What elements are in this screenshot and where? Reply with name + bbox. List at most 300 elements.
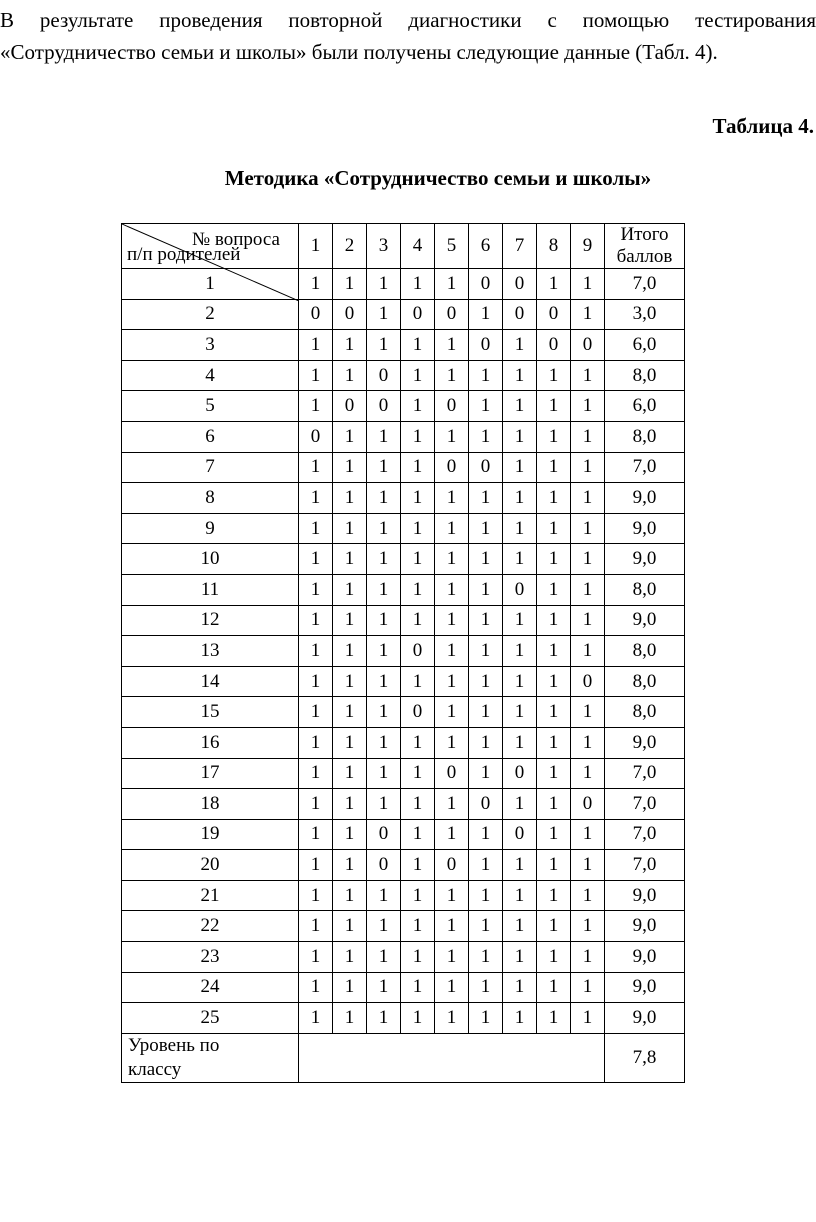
answer-cell: 1 — [503, 880, 537, 911]
row-total-cell: 9,0 — [605, 880, 685, 911]
row-total-cell: 6,0 — [605, 391, 685, 422]
answer-cell: 1 — [367, 605, 401, 636]
answer-cell: 1 — [299, 880, 333, 911]
answer-cell: 1 — [367, 636, 401, 667]
answer-cell: 1 — [503, 605, 537, 636]
table-row — [122, 391, 685, 422]
answer-cell: 0 — [367, 819, 401, 850]
answer-cell: 1 — [333, 269, 367, 300]
answer-cell: 0 — [435, 299, 469, 330]
table-row — [122, 299, 685, 330]
answer-cell: 1 — [401, 789, 435, 820]
answer-cell: 1 — [503, 330, 537, 361]
answer-cell: 0 — [435, 850, 469, 881]
answer-cell: 1 — [333, 452, 367, 483]
answer-cell: 1 — [537, 758, 571, 789]
answer-cell: 1 — [401, 880, 435, 911]
table-row — [122, 819, 685, 850]
answer-cell: 1 — [367, 421, 401, 452]
answer-cell: 1 — [503, 452, 537, 483]
answer-cell: 0 — [469, 452, 503, 483]
answer-cell: 1 — [571, 942, 605, 973]
answer-cell: 1 — [435, 636, 469, 667]
row-total-cell: 9,0 — [605, 544, 685, 575]
answer-cell: 0 — [571, 789, 605, 820]
answer-cell: 1 — [435, 605, 469, 636]
question-number-header: 9 — [571, 224, 605, 269]
answer-cell: 0 — [333, 299, 367, 330]
answer-cell: 1 — [333, 880, 367, 911]
table-row — [122, 942, 685, 973]
answer-cell: 1 — [435, 697, 469, 728]
table-row — [122, 605, 685, 636]
answer-cell: 1 — [571, 697, 605, 728]
answer-cell: 1 — [435, 942, 469, 973]
answer-cell: 1 — [537, 452, 571, 483]
answer-cell: 1 — [435, 911, 469, 942]
answer-cell: 0 — [503, 819, 537, 850]
answer-cell: 1 — [469, 574, 503, 605]
answer-cell: 1 — [401, 452, 435, 483]
answer-cell: 1 — [571, 574, 605, 605]
answer-cell: 1 — [401, 483, 435, 514]
table-row — [122, 880, 685, 911]
answer-cell: 0 — [469, 269, 503, 300]
table-row — [122, 421, 685, 452]
answer-cell: 1 — [537, 544, 571, 575]
answer-cell: 1 — [367, 880, 401, 911]
table-row — [122, 544, 685, 575]
answer-cell: 1 — [435, 1003, 469, 1034]
table-row — [122, 911, 685, 942]
table-title: Методика «Сотрудничество семьи и школы» — [224, 166, 652, 190]
answer-cell: 0 — [503, 758, 537, 789]
answer-cell: 1 — [469, 727, 503, 758]
question-number-header: 4 — [401, 224, 435, 269]
question-number-header: 6 — [469, 224, 503, 269]
answer-cell: 1 — [367, 972, 401, 1003]
answer-cell: 1 — [333, 513, 367, 544]
answer-cell: 1 — [401, 360, 435, 391]
answer-cell: 1 — [299, 330, 333, 361]
table-row — [122, 452, 685, 483]
answer-cell: 1 — [537, 605, 571, 636]
row-total-cell: 9,0 — [605, 911, 685, 942]
answer-cell: 1 — [503, 697, 537, 728]
answer-cell: 1 — [299, 697, 333, 728]
answer-cell: 1 — [299, 850, 333, 881]
answer-cell: 1 — [401, 391, 435, 422]
answer-cell: 1 — [333, 819, 367, 850]
answer-cell: 0 — [503, 299, 537, 330]
answer-cell: 1 — [503, 850, 537, 881]
answer-cell: 1 — [537, 636, 571, 667]
answer-cell: 1 — [571, 972, 605, 1003]
row-total-cell: 9,0 — [605, 972, 685, 1003]
answer-cell: 1 — [435, 483, 469, 514]
answer-cell: 1 — [401, 911, 435, 942]
answer-cell: 1 — [299, 636, 333, 667]
table-row — [122, 330, 685, 361]
answer-cell: 1 — [299, 574, 333, 605]
answer-cell: 1 — [299, 789, 333, 820]
answer-cell: 1 — [333, 727, 367, 758]
answer-cell: 1 — [367, 574, 401, 605]
parent-number-cell: 10 — [122, 544, 299, 575]
parent-number-cell: 9 — [122, 513, 299, 544]
row-total-cell: 8,0 — [605, 574, 685, 605]
parent-number-cell: 21 — [122, 880, 299, 911]
answer-cell: 1 — [503, 972, 537, 1003]
question-number-header: 8 — [537, 224, 571, 269]
question-number-header: 1 — [299, 224, 333, 269]
answer-cell: 1 — [503, 942, 537, 973]
table-number: Таблица 4. — [712, 114, 814, 138]
answer-cell: 1 — [503, 421, 537, 452]
answer-cell: 1 — [435, 666, 469, 697]
answer-cell: 1 — [299, 911, 333, 942]
answer-cell: 1 — [299, 972, 333, 1003]
answer-cell: 1 — [469, 513, 503, 544]
answer-cell: 1 — [537, 269, 571, 300]
answer-cell: 1 — [299, 360, 333, 391]
class-level-label-cell — [122, 1033, 299, 1082]
answer-cell: 1 — [503, 789, 537, 820]
answer-cell: 1 — [571, 605, 605, 636]
answer-cell: 1 — [537, 1003, 571, 1034]
answer-cell: 0 — [367, 391, 401, 422]
answer-cell: 1 — [367, 1003, 401, 1034]
answer-cell: 1 — [401, 605, 435, 636]
parent-number-cell: 13 — [122, 636, 299, 667]
row-total-cell: 9,0 — [605, 483, 685, 514]
row-total-cell: 7,0 — [605, 850, 685, 881]
answer-cell: 1 — [503, 391, 537, 422]
answer-cell: 1 — [299, 452, 333, 483]
parent-number-cell: 18 — [122, 789, 299, 820]
answer-cell: 1 — [299, 758, 333, 789]
answer-cell: 1 — [333, 911, 367, 942]
answer-cell: 1 — [367, 544, 401, 575]
answer-cell: 1 — [469, 942, 503, 973]
table-row — [122, 360, 685, 391]
answer-cell: 1 — [367, 483, 401, 514]
parent-number-cell: 17 — [122, 758, 299, 789]
answer-cell: 1 — [435, 269, 469, 300]
row-total-cell: 7,0 — [605, 758, 685, 789]
answer-cell: 1 — [299, 483, 333, 514]
intro-paragraph: В результате проведения повторной диагностики с помощью тестирования «Сотрудничество семьи и школы» были получены следующие данные (Табл. 4). — [0, 8, 816, 64]
answer-cell: 1 — [469, 636, 503, 667]
answer-cell: 1 — [435, 880, 469, 911]
answer-cell: 1 — [333, 972, 367, 1003]
answer-cell: 1 — [299, 544, 333, 575]
answer-cell: 1 — [537, 911, 571, 942]
answer-cell: 1 — [537, 391, 571, 422]
row-total-cell: 6,0 — [605, 330, 685, 361]
total-header-cell — [605, 224, 685, 269]
parent-number-cell: 2 — [122, 299, 299, 330]
answer-cell: 1 — [299, 605, 333, 636]
answer-cell: 1 — [333, 789, 367, 820]
answer-cell: 1 — [469, 880, 503, 911]
parent-number-cell: 4 — [122, 360, 299, 391]
results-table — [121, 223, 685, 1083]
answer-cell: 1 — [571, 483, 605, 514]
answer-cell: 1 — [401, 513, 435, 544]
row-total-cell: 8,0 — [605, 697, 685, 728]
answer-cell: 1 — [469, 483, 503, 514]
table-row — [122, 1003, 685, 1034]
parent-number-cell: 8 — [122, 483, 299, 514]
answer-cell: 1 — [537, 727, 571, 758]
question-number-header: 3 — [367, 224, 401, 269]
answer-cell: 0 — [469, 330, 503, 361]
parent-number-cell: 1 — [122, 269, 299, 300]
answer-cell: 1 — [571, 911, 605, 942]
answer-cell: 1 — [503, 544, 537, 575]
answer-cell: 0 — [333, 391, 367, 422]
parent-number-cell: 24 — [122, 972, 299, 1003]
answer-cell: 1 — [333, 942, 367, 973]
answer-cell: 0 — [503, 269, 537, 300]
answer-cell: 1 — [333, 850, 367, 881]
answer-cell: 1 — [367, 942, 401, 973]
answer-cell: 0 — [401, 636, 435, 667]
row-total-cell: 9,0 — [605, 942, 685, 973]
answer-cell: 1 — [537, 666, 571, 697]
answer-cell: 1 — [435, 574, 469, 605]
answer-cell: 0 — [401, 299, 435, 330]
answer-cell: 1 — [435, 360, 469, 391]
answer-cell: 1 — [435, 789, 469, 820]
answer-cell: 0 — [537, 330, 571, 361]
answer-cell: 1 — [333, 360, 367, 391]
answer-cell: 1 — [367, 758, 401, 789]
row-total-cell: 7,0 — [605, 452, 685, 483]
answer-cell: 0 — [435, 758, 469, 789]
answer-cell: 1 — [537, 421, 571, 452]
parent-number-cell: 5 — [122, 391, 299, 422]
answer-cell: 1 — [469, 972, 503, 1003]
row-total-cell: 7,0 — [605, 789, 685, 820]
answer-cell: 1 — [401, 574, 435, 605]
table-row — [122, 483, 685, 514]
answer-cell: 1 — [367, 299, 401, 330]
parent-number-cell: 23 — [122, 942, 299, 973]
answer-cell: 1 — [469, 391, 503, 422]
answer-cell: 1 — [571, 360, 605, 391]
row-total-cell: 3,0 — [605, 299, 685, 330]
answer-cell: 1 — [299, 391, 333, 422]
answer-cell: 1 — [435, 330, 469, 361]
answer-cell: 1 — [503, 666, 537, 697]
answer-cell: 1 — [537, 574, 571, 605]
answer-cell: 1 — [435, 544, 469, 575]
answer-cell: 1 — [469, 850, 503, 881]
class-level-row — [122, 1033, 685, 1082]
answer-cell: 1 — [571, 880, 605, 911]
answer-cell: 0 — [435, 452, 469, 483]
answer-cell: 1 — [367, 697, 401, 728]
answer-cell: 1 — [537, 483, 571, 514]
row-total-cell: 8,0 — [605, 421, 685, 452]
answer-cell: 1 — [571, 758, 605, 789]
answer-cell: 1 — [401, 727, 435, 758]
answer-cell: 0 — [401, 697, 435, 728]
answer-cell: 1 — [333, 758, 367, 789]
parent-number-cell: 25 — [122, 1003, 299, 1034]
table-row — [122, 972, 685, 1003]
total-header-line1: Итого — [620, 224, 669, 245]
question-number-header: 2 — [333, 224, 367, 269]
answer-cell: 1 — [333, 697, 367, 728]
table-row — [122, 850, 685, 881]
answer-cell: 1 — [571, 544, 605, 575]
answer-cell: 1 — [503, 727, 537, 758]
answer-cell: 1 — [571, 452, 605, 483]
answer-cell: 0 — [367, 850, 401, 881]
question-number-header: 5 — [435, 224, 469, 269]
answer-cell: 1 — [571, 299, 605, 330]
answer-cell: 1 — [299, 269, 333, 300]
answer-cell: 1 — [299, 819, 333, 850]
answer-cell: 1 — [435, 727, 469, 758]
answer-cell: 1 — [401, 421, 435, 452]
answer-cell: 1 — [333, 421, 367, 452]
answer-cell: 1 — [537, 697, 571, 728]
answer-cell: 1 — [469, 666, 503, 697]
answer-cell: 0 — [299, 299, 333, 330]
answer-cell: 1 — [333, 605, 367, 636]
answer-cell: 0 — [299, 421, 333, 452]
corner-header-cell — [122, 224, 299, 269]
table-row — [122, 636, 685, 667]
row-total-cell: 9,0 — [605, 513, 685, 544]
answer-cell: 1 — [401, 819, 435, 850]
answer-cell: 0 — [537, 299, 571, 330]
answer-cell: 0 — [367, 360, 401, 391]
answer-cell: 1 — [401, 269, 435, 300]
answer-cell: 1 — [367, 911, 401, 942]
answer-cell: 1 — [503, 483, 537, 514]
parent-number-cell: 15 — [122, 697, 299, 728]
answer-cell: 1 — [571, 421, 605, 452]
answer-cell: 1 — [469, 758, 503, 789]
answer-cell: 1 — [401, 758, 435, 789]
answer-cell: 1 — [503, 911, 537, 942]
row-total-cell: 9,0 — [605, 727, 685, 758]
answer-cell: 1 — [367, 269, 401, 300]
parent-number-label: п/п родителей — [127, 244, 241, 265]
answer-cell: 1 — [333, 574, 367, 605]
answer-cell: 1 — [503, 636, 537, 667]
answer-cell: 1 — [333, 1003, 367, 1034]
answer-cell: 1 — [333, 666, 367, 697]
parent-number-cell: 22 — [122, 911, 299, 942]
parent-number-cell: 20 — [122, 850, 299, 881]
answer-cell: 1 — [367, 452, 401, 483]
answer-cell: 1 — [401, 850, 435, 881]
row-total-cell: 9,0 — [605, 1003, 685, 1034]
row-total-cell: 8,0 — [605, 636, 685, 667]
answer-cell: 0 — [469, 789, 503, 820]
parent-number-cell: 14 — [122, 666, 299, 697]
answer-cell: 1 — [401, 330, 435, 361]
answer-cell: 1 — [435, 972, 469, 1003]
answer-cell: 1 — [469, 1003, 503, 1034]
row-total-cell: 8,0 — [605, 666, 685, 697]
answer-cell: 1 — [537, 850, 571, 881]
parent-number-cell: 12 — [122, 605, 299, 636]
answer-cell: 1 — [333, 330, 367, 361]
class-level-empty-cell — [299, 1033, 605, 1082]
answer-cell: 1 — [469, 819, 503, 850]
parent-number-cell: 6 — [122, 421, 299, 452]
class-level-label-line2: классу — [128, 1058, 182, 1080]
answer-cell: 1 — [469, 911, 503, 942]
row-total-cell: 7,0 — [605, 819, 685, 850]
question-number-label: № вопроса — [192, 229, 280, 250]
parent-number-cell: 3 — [122, 330, 299, 361]
table-header-row — [122, 224, 685, 269]
answer-cell: 1 — [333, 544, 367, 575]
class-level-total-cell: 7,8 — [605, 1033, 685, 1082]
answer-cell: 1 — [571, 636, 605, 667]
answer-cell: 1 — [367, 666, 401, 697]
table-row — [122, 574, 685, 605]
answer-cell: 1 — [469, 421, 503, 452]
answer-cell: 1 — [571, 513, 605, 544]
row-total-cell: 7,0 — [605, 269, 685, 300]
answer-cell: 1 — [537, 513, 571, 544]
table-row — [122, 513, 685, 544]
answer-cell: 1 — [469, 544, 503, 575]
parent-number-cell: 16 — [122, 727, 299, 758]
table-row — [122, 697, 685, 728]
table-row — [122, 758, 685, 789]
answer-cell: 1 — [401, 1003, 435, 1034]
answer-cell: 1 — [435, 513, 469, 544]
parent-number-cell: 7 — [122, 452, 299, 483]
answer-cell: 1 — [537, 972, 571, 1003]
answer-cell: 1 — [435, 421, 469, 452]
answer-cell: 1 — [537, 360, 571, 391]
table-row — [122, 727, 685, 758]
table-row — [122, 666, 685, 697]
answer-cell: 0 — [571, 666, 605, 697]
answer-cell: 1 — [299, 942, 333, 973]
answer-cell: 1 — [401, 666, 435, 697]
answer-cell: 1 — [299, 513, 333, 544]
row-total-cell: 8,0 — [605, 360, 685, 391]
answer-cell: 1 — [469, 360, 503, 391]
answer-cell: 1 — [299, 666, 333, 697]
answer-cell: 1 — [333, 483, 367, 514]
answer-cell: 1 — [469, 605, 503, 636]
table-row — [122, 789, 685, 820]
answer-cell: 1 — [537, 789, 571, 820]
answer-cell: 1 — [571, 819, 605, 850]
answer-cell: 1 — [401, 544, 435, 575]
answer-cell: 1 — [367, 330, 401, 361]
answer-cell: 1 — [537, 819, 571, 850]
answer-cell: 1 — [469, 697, 503, 728]
answer-cell: 1 — [503, 513, 537, 544]
class-level-label-line1: Уровень по — [128, 1034, 220, 1056]
answer-cell: 1 — [571, 1003, 605, 1034]
answer-cell: 1 — [503, 1003, 537, 1034]
